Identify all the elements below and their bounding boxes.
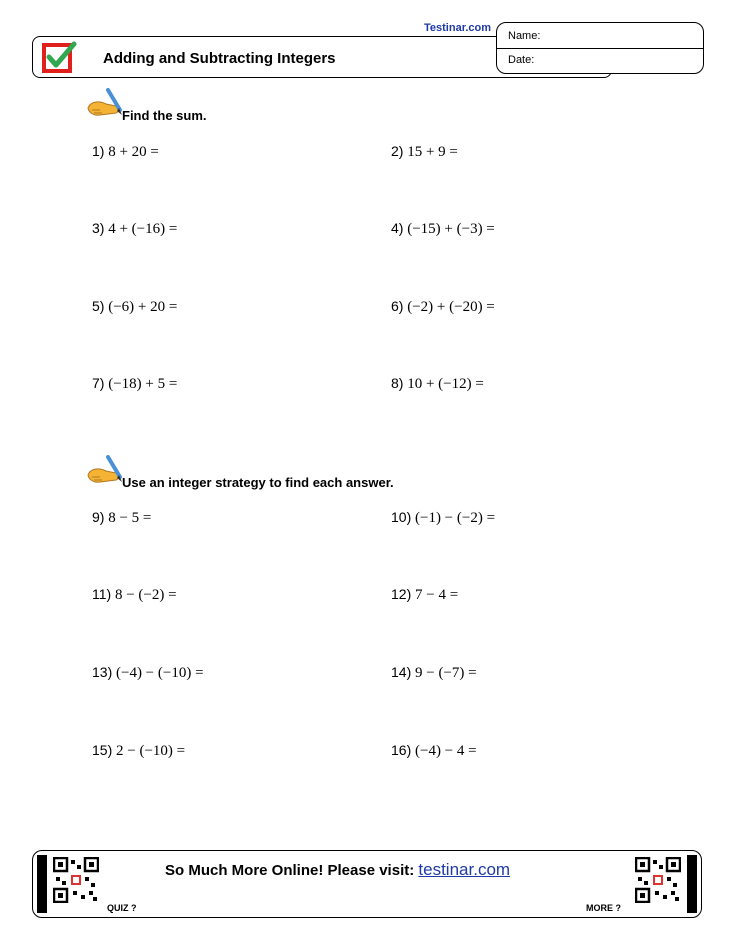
name-date-box	[496, 22, 704, 74]
problem-10	[391, 509, 495, 527]
problem-expression: (−18) + 5 =	[108, 376, 178, 392]
problem-6	[391, 298, 495, 316]
footer-link[interactable]: testinar.com	[418, 860, 511, 879]
instruction-text: Find the sum.	[122, 108, 207, 123]
problem-number: 11)	[92, 586, 112, 602]
problem-expression: (−4) − 4 =	[414, 743, 477, 759]
problem-4	[391, 220, 495, 238]
problem-number: 7)	[92, 375, 105, 391]
problem-expression: 7 − 4 =	[414, 587, 459, 603]
checkbox-check-icon	[41, 40, 77, 76]
problem-expression: 8 + 20 =	[108, 144, 159, 160]
page-title: Adding and Subtracting Integers	[103, 50, 336, 67]
problem-expression: (−4) − (−10) =	[115, 665, 204, 681]
problem-expression: 9 − (−7) =	[414, 665, 477, 681]
problem-expression: (−2) + (−20) =	[407, 299, 495, 315]
problem-number: 10)	[391, 509, 412, 525]
problem-expression: (−1) − (−2) =	[414, 510, 496, 526]
footer-promo-text: So Much More Online! Please visit:	[165, 862, 415, 879]
problem-12	[391, 586, 458, 604]
problem-expression: (−15) + (−3) =	[407, 221, 495, 237]
problem-expression: 4 + (−16) =	[108, 221, 178, 237]
problem-5	[92, 298, 177, 316]
problem-15	[92, 742, 185, 760]
problem-expression: 8 − 5 =	[108, 510, 152, 526]
problem-number: 5)	[92, 298, 105, 314]
problem-expression: 2 − (−10) =	[115, 743, 186, 759]
problem-3	[92, 220, 177, 238]
problem-number: 9)	[92, 509, 105, 525]
problem-number: 13)	[92, 664, 113, 680]
footer-promo	[165, 860, 510, 880]
name-field-label[interactable]: Name:	[508, 30, 541, 42]
instruction-text: Use an integer strategy to find each answer.	[122, 475, 394, 490]
problem-13	[92, 664, 204, 682]
problem-1	[92, 143, 159, 161]
problem-number: 3)	[92, 220, 105, 236]
date-field-label[interactable]: Date:	[508, 54, 535, 66]
divider	[497, 48, 703, 49]
problem-expression: (−6) + 20 =	[108, 299, 178, 315]
problem-number: 8)	[391, 375, 404, 391]
qr-code-icon[interactable]	[53, 857, 99, 903]
problem-number: 4)	[391, 220, 404, 236]
problem-expression: 15 + 9 =	[407, 144, 458, 160]
problem-number: 12)	[391, 586, 412, 602]
problem-16	[391, 742, 477, 760]
problem-number: 2)	[391, 143, 404, 159]
problem-expression: 8 − (−2) =	[114, 587, 177, 603]
hand-pencil-icon	[86, 455, 124, 487]
problem-2	[391, 143, 458, 161]
problem-14	[391, 664, 477, 682]
problem-7	[92, 375, 177, 393]
problem-number: 14)	[391, 664, 412, 680]
side-strip	[37, 855, 47, 913]
site-link[interactable]: Testinar.com	[424, 22, 492, 34]
problem-number: 16)	[391, 742, 412, 758]
more-label: MORE ?	[586, 903, 621, 913]
problem-number: 1)	[92, 143, 105, 159]
problem-9	[92, 509, 151, 527]
quiz-label: QUIZ ?	[107, 903, 137, 913]
problem-number: 15)	[92, 742, 113, 758]
problem-11	[92, 586, 177, 604]
qr-code-icon[interactable]	[635, 857, 681, 903]
problem-number: 6)	[391, 298, 404, 314]
problem-expression: 10 + (−12) =	[407, 376, 484, 392]
footer-box	[32, 850, 702, 918]
hand-pencil-icon	[86, 88, 124, 120]
side-strip	[687, 855, 697, 913]
problem-8	[391, 375, 484, 393]
